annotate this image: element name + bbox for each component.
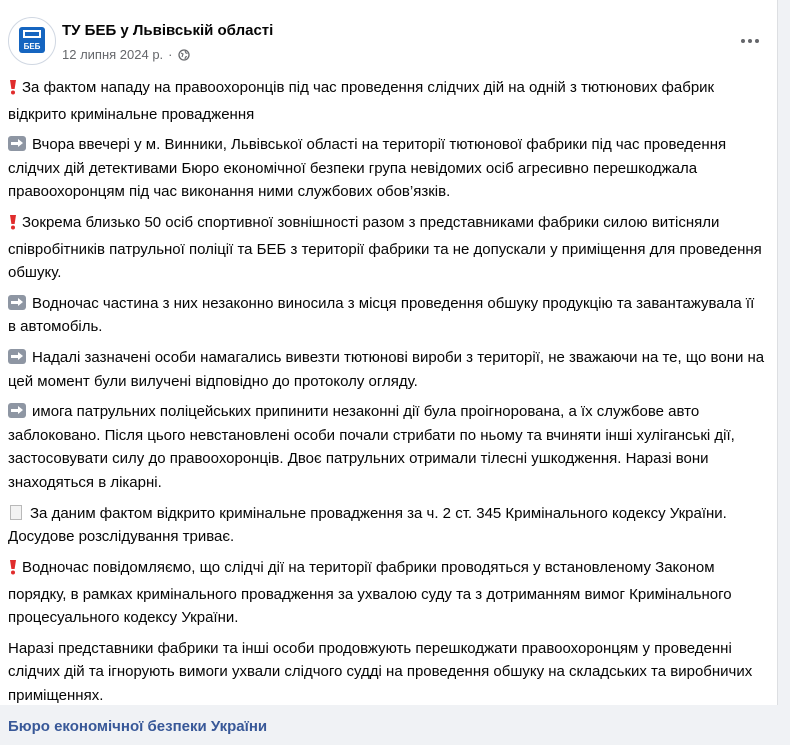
paragraph-text: Водночас повідомляємо, що слідчі дії на території фабрики проводяться у встановленому Законом порядку, в рамках кримінального провадження за ухвалою суду та з дотриманням вимог Кримінального процесуального кодексу України. (8, 559, 732, 627)
paragraph-text: Зокрема близько 50 осіб спортивної зовнішності разом з представниками фабрики силою витісняли співробітників патрульної поліції та БЕБ з території фабрики та не допускали у приміщення для проведення обшуку. (8, 214, 762, 282)
post-paragraph (8, 346, 766, 393)
more-options-icon[interactable] (738, 31, 762, 51)
page-name[interactable]: ТУ БЕБ у Львівській області (62, 22, 274, 39)
post-paragraph (8, 556, 766, 630)
post-paragraph (8, 637, 766, 708)
globe-icon[interactable] (178, 49, 190, 61)
post-date[interactable]: 12 липня 2024 р. (62, 47, 164, 62)
post-paragraph (8, 133, 766, 204)
paragraph-text: Водночас частина з них незаконно виносила з місця проведення обшуку продукцію та завантажувала її в автомобіль. (8, 294, 755, 336)
exclamation-icon (8, 559, 18, 583)
post-paragraph (8, 76, 766, 126)
paragraph-text: За фактом нападу на правоохоронців під час проведення слідчих дій на одній з тютюнових фабрик відкрито кримінальне провадження (8, 79, 715, 123)
paragraph-text: Вчора ввечері у м. Винники, Львівської області на території тютюнової фабрики під час проведення слідчих дій детективами Бюро економічної безпеки група невідомих осіб агресивно перешкоджала правоохоронцям під час виконання ними службових обов’язків. (8, 136, 727, 201)
arrow-right-icon (8, 295, 26, 310)
post-paragraph (8, 400, 766, 494)
scrollbar[interactable] (778, 0, 790, 705)
post-meta (62, 47, 190, 62)
paragraph-text: За даним фактом відкрито кримінальне провадження за ч. 2 ст. 345 Кримінального кодексу України. Досудове розслідування триває. (8, 504, 727, 546)
post-paragraph (8, 715, 766, 739)
arrow-right-icon (8, 349, 26, 364)
bureau-link[interactable]: Бюро економічної безпеки України (8, 717, 268, 735)
arrow-right-icon (8, 403, 26, 418)
exclamation-icon (8, 79, 18, 103)
avatar[interactable] (8, 17, 56, 65)
paragraph-text: Надалі зазначені особи намагались вивезти тютюнові вироби з території, не зважаючи на те, що вони на цей момент були вилучені відповідно до протоколу огляду. (8, 349, 765, 390)
post-paragraph (8, 502, 766, 549)
avatar-logo-text: БЕБ (23, 42, 41, 51)
arrow-right-icon (8, 136, 26, 151)
exclamation-icon (8, 214, 18, 238)
document-icon (10, 505, 22, 520)
post-header (8, 17, 778, 69)
post-paragraph (8, 292, 766, 339)
post-paragraph (8, 211, 766, 285)
paragraph-text: Наразі представники фабрики та інші особи продовжують перешкоджати правоохоронцям у проведенні слідчих дій та ігнорують вимоги ухвали слідчого судді на проведення обшуку на складських та виробничих приміщеннях. (8, 639, 753, 704)
meta-separator: · (168, 47, 173, 62)
post-body (8, 76, 766, 745)
beb-logo-icon (13, 22, 51, 60)
paragraph-text: имога патрульних поліцейських припинити незаконні дії була проігнорована, а їх службове авто заблоковано. Після цього невстановлені особи почали стрибати по ньому та вчиняти інші хуліганські дії, застосовувати силу до правоохоронців. Двоє патрульних отримали тілесні ушкодження. Наразі вони знаходяться в лікарні. (8, 403, 735, 491)
